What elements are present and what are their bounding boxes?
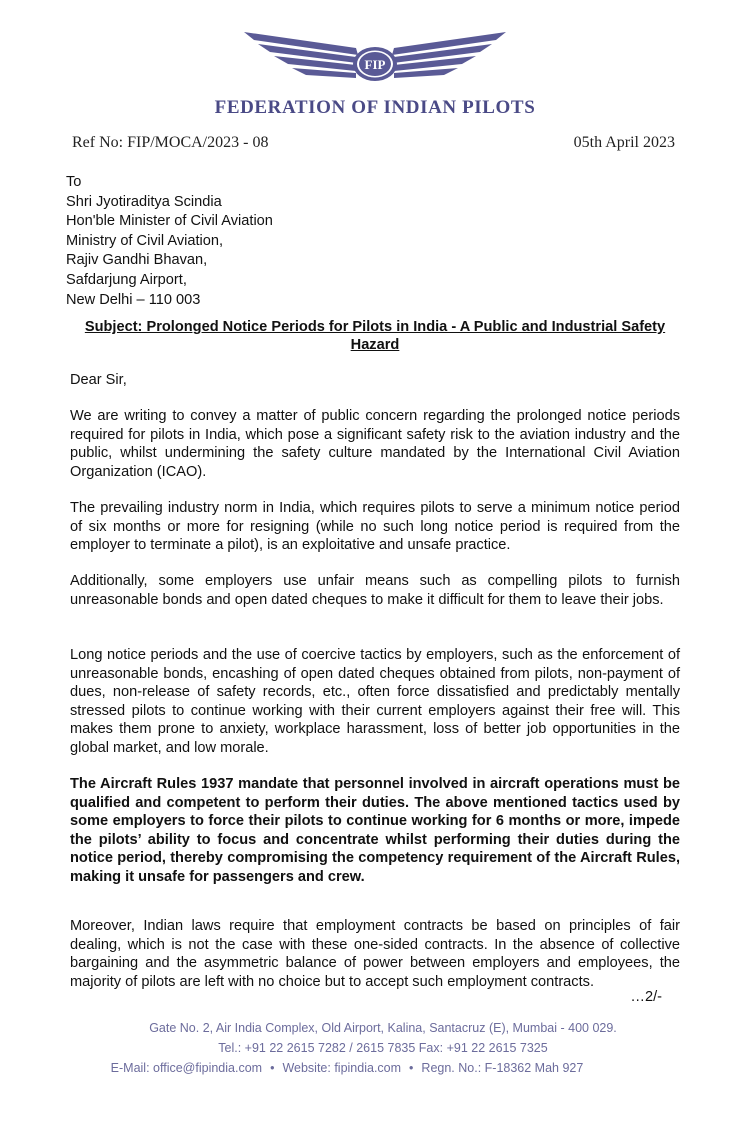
recipient-address [66,173,273,310]
address-line: New Delhi – 110 003 [66,291,201,308]
footer-phone: Tel.: +91 22 2615 7282 / 2615 7835 Fax: +91 22 2615 7325 [218,1041,548,1055]
paragraph: The prevailing industry norm in India, which requires pilots to serve a minimum notice period of six months or more for resigning (while no such long notice period is required from the employer to terminate a pilot), is an exploitative and unsafe practice. [70,500,680,554]
subject-line: Subject: Prolonged Notice Periods for Pilots in India - A Public and Industrial Safety Hazard [84,319,666,353]
footer-registration: Regn. No.: F-18362 Mah 927 [421,1061,584,1075]
bullet-separator-icon: • [409,1061,414,1075]
address-line: To [66,174,82,190]
paragraph: Long notice periods and the use of coercive tactics by employers, such as the enforcement of unreasonable bonds, encashing of open dated cheques obtained from pilots, non-payment of dues, non-release of safety records, etc., often force dissatisfied and predictably mentally stressed pilots to continue working with their current employers against their free will. This makes them prone to anxiety, workplace harassment, loss of better job opportunities in the global market, and low morale. [70,647,680,756]
letter-date: 05th April 2023 [573,134,675,151]
paragraph: Additionally, some employers use unfair means such as compelling pilots to furnish unreasonable bonds and open dated cheques to make it difficult for them to leave their jobs. [70,573,680,608]
salutation: Dear Sir, [70,372,127,388]
footer-contact [0,1061,722,1075]
fip-wings-logo [244,30,506,90]
footer-email: E-Mail: office@fipindia.com [110,1061,263,1075]
page-continuation: …2/- [630,989,662,1005]
address-line: Hon'ble Minister of Civil Aviation [66,213,273,230]
footer-website: Website: fipindia.com [282,1061,402,1075]
paragraph: Moreover, Indian laws require that employment contracts be based on principles of fair dealing, which is not the case with these one-sided contracts. In the absence of collective bargaining and the asymmetric balance of power between employers and employees, the majority of pilots are left with no choice but to accept such employment contracts. [70,918,680,990]
logo-text: FIP [364,57,386,72]
paragraph: We are writing to convey a matter of public concern regarding the prolonged notice periods required for pilots in India, which pose a significant safety risk to the aviation industry and the public, whilst undermining the safety culture mandated by the International Civil Aviation Organization (ICAO). [70,408,680,480]
reference-number: Ref No: FIP/MOCA/2023 - 08 [72,134,269,151]
address-line: Rajiv Gandhi Bhavan, [66,252,208,269]
address-line: Shri Jyotiraditya Scindia [66,193,222,210]
address-line: Safdarjung Airport, [66,271,187,288]
address-line: Ministry of Civil Aviation, [66,232,224,249]
bold-paragraph: The Aircraft Rules 1937 mandate that personnel involved in aircraft operations must be qualified and competent to perform their duties. The above mentioned tactics used by some employers to force their pilots to continue working for 6 months or more, impede the pilots’ ability to focus and concentrate whilst performing their duties during the notice period, thereby compromising the competency requirement of the Aircraft Rules, making it unsafe for passengers and crew. [70,776,680,885]
footer-address: Gate No. 2, Air India Complex, Old Airport, Kalina, Santacruz (E), Mumbai - 400 029. [149,1021,617,1035]
bullet-separator-icon: • [270,1061,275,1075]
org-name: FEDERATION OF INDIAN PILOTS [214,97,536,118]
